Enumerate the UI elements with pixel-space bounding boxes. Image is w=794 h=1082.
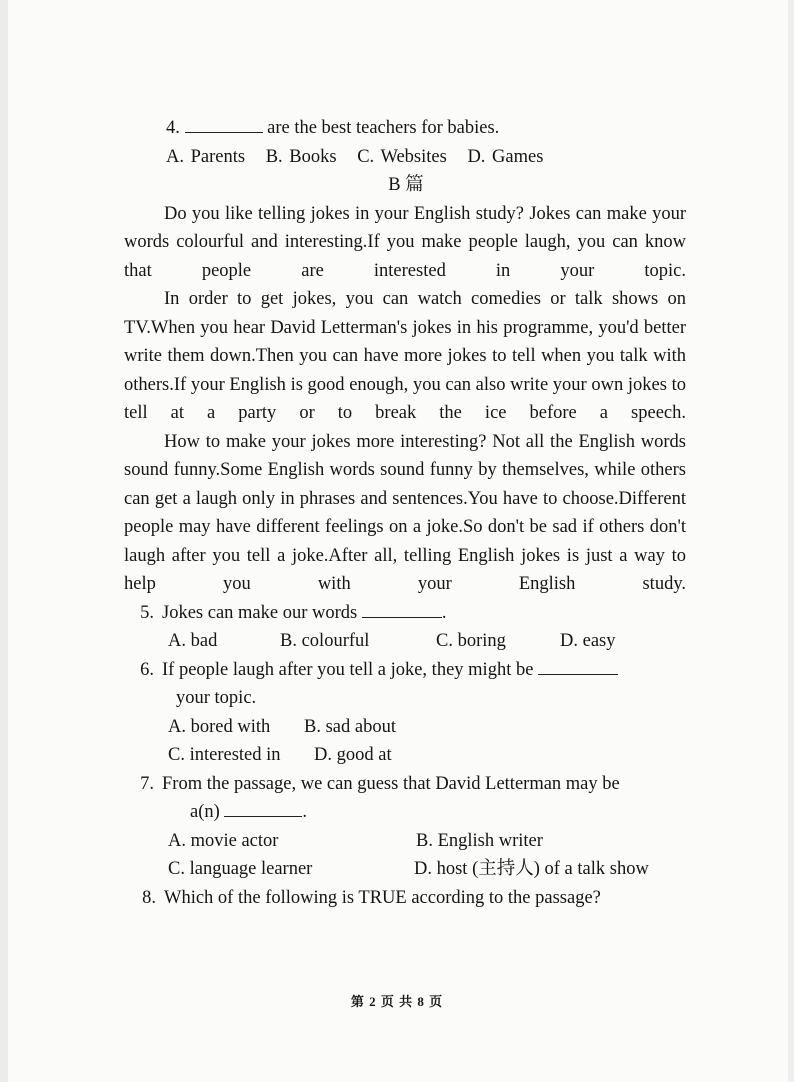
page-footer: 第 2 页 共 8 页	[350, 994, 444, 1009]
question-7-cont: a(n)	[190, 802, 220, 822]
answer-blank-7	[224, 798, 302, 817]
question-7	[114, 770, 686, 799]
passage-paragraph-1: Do you like telling jokes in your English study? Jokes can make your words colourful and interesting.If you make people laugh, you can know that people are interested in your topic.	[124, 203, 686, 281]
page-edge-right	[788, 0, 794, 1082]
passage-paragraph-2: In order to get jokes, you can watch comedies or talk shows on TV.When you hear David Letterman's jokes in his programme, you'd better write them down.Then you can have more jokes to tell when you talk with others.If your English is good enough, you can also write your own jokes to tell at a party or to break the ice before a speech.	[124, 289, 686, 423]
question-5-stem: Jokes can make our words	[162, 602, 358, 623]
option-6b: B. sad about	[304, 716, 396, 737]
question-6-options-row-1	[124, 713, 686, 742]
question-8-stem: Which of the following is TRUE according to the passage?	[164, 887, 601, 908]
question-5	[114, 599, 686, 628]
option-5a: A. bad	[168, 631, 218, 651]
page-edge-left	[0, 0, 8, 1082]
option-7c: C. language learner	[168, 859, 313, 879]
question-4-number: 4.	[166, 118, 180, 138]
option-7a: A. movie actor	[168, 830, 279, 851]
option-7d: D. host (主持人) of a talk show	[414, 859, 649, 879]
question-7-options-row-2	[124, 855, 686, 884]
question-7-continuation	[124, 798, 686, 827]
option-6c: C. interested in	[168, 745, 281, 765]
question-7-end: .	[302, 802, 308, 822]
question-7-number: 7.	[140, 773, 154, 794]
option-6a: A. bored with	[168, 716, 271, 737]
question-6-options-row-2	[124, 741, 686, 770]
question-4-options	[124, 143, 686, 172]
option-5c: C. boring	[436, 631, 506, 651]
question-6	[114, 656, 686, 685]
question-7-options-row-1	[124, 827, 686, 856]
section-title: B 篇	[388, 175, 424, 195]
answer-blank-5	[362, 599, 442, 618]
question-8	[116, 884, 686, 913]
question-6-number: 6.	[140, 659, 154, 680]
option-5b: B. colourful	[280, 631, 370, 651]
option-5d: D. easy	[560, 631, 616, 651]
option-6d: D. good at	[314, 745, 392, 765]
question-6-continuation: your topic.	[176, 688, 257, 708]
answer-blank-6	[538, 656, 618, 675]
question-4-stem: are the best teachers for babies.	[267, 118, 500, 138]
question-4	[124, 114, 686, 143]
option-4a: A. Parents	[166, 146, 246, 167]
page-content	[124, 114, 686, 912]
passage-paragraph-3: How to make your jokes more interesting? Not all the English words sound funny.Some English words sound funny by themselves, while others can get a laugh only in phrases and sentences.You have to choose.Different people may have different feelings on a joke.So don't be sad if others don't laugh after you tell a joke.After all, telling English jokes is just a way to help you with your English study.	[124, 431, 686, 594]
option-4b: B. Books	[265, 146, 337, 167]
option-4c: C. Websites	[357, 146, 447, 167]
option-7b: B. English writer	[416, 830, 543, 851]
question-8-number: 8.	[142, 887, 156, 908]
question-6-stem: If people laugh after you tell a joke, they might be	[162, 659, 534, 680]
option-4d: D. Games	[467, 146, 544, 167]
question-5-number: 5.	[140, 602, 154, 623]
answer-blank-4	[185, 114, 263, 133]
question-5-end: .	[441, 602, 447, 623]
question-7-stem: From the passage, we can guess that David Letterman may be	[162, 773, 620, 794]
question-5-options	[124, 627, 686, 656]
